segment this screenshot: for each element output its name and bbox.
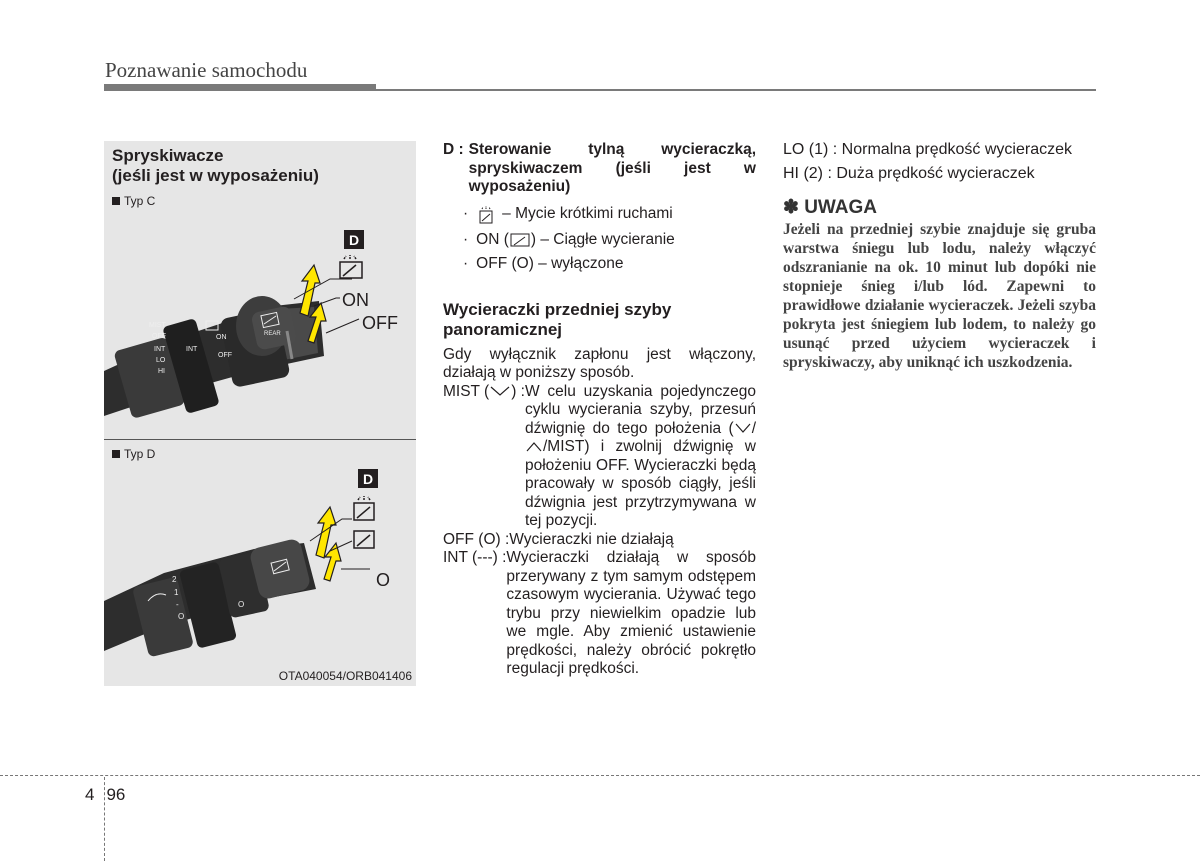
bullet-on: · ON ( ) – Ciągłe wycieranie bbox=[463, 230, 675, 248]
square-bullet-icon bbox=[112, 450, 120, 458]
svg-text:D: D bbox=[362, 471, 374, 487]
header-rule-thin bbox=[376, 89, 1096, 91]
svg-text:OFF: OFF bbox=[152, 333, 166, 340]
type-d-label: Typ D bbox=[112, 447, 155, 461]
bullet-off-text: OFF (O) – wyłączone bbox=[476, 255, 624, 272]
d-badge-text: D bbox=[348, 232, 360, 248]
type-c-stalk-illustration bbox=[104, 221, 416, 436]
d-item bbox=[443, 141, 756, 197]
chevron-up-icon bbox=[525, 441, 543, 453]
right-column bbox=[783, 141, 1096, 372]
bullet-mist-text: – Mycie krótkimi ruchami bbox=[502, 205, 673, 223]
o-label: O bbox=[376, 570, 391, 590]
def-int bbox=[443, 549, 756, 679]
d-item-label: D : bbox=[443, 141, 464, 158]
washer-icon bbox=[354, 496, 374, 520]
def-off-desc: Wycieraczki nie działają bbox=[509, 530, 674, 548]
uwaga-title: ✽ UWAGA bbox=[783, 197, 878, 218]
d-item-text: Sterowanie tylną wycieraczką, spryskiwaczem (jeśli jest w wyposażeniu) bbox=[468, 141, 756, 195]
chapter-number: 4 bbox=[85, 785, 95, 804]
svg-text:-: - bbox=[176, 600, 179, 609]
svg-text:ON: ON bbox=[216, 334, 227, 341]
def-off-term: OFF (O) : bbox=[443, 530, 510, 548]
off-label: OFF bbox=[362, 313, 398, 333]
svg-text:LO: LO bbox=[156, 357, 166, 364]
section-title: Wycieraczki przedniej szyby panoramicznej bbox=[443, 299, 672, 339]
def-mist-term: MIST ( ) : bbox=[443, 382, 525, 400]
svg-text:OFF: OFF bbox=[218, 352, 232, 359]
chevron-down-icon bbox=[734, 422, 752, 434]
footer-rule bbox=[0, 775, 1200, 776]
def-int-term: INT (---) : bbox=[443, 549, 507, 566]
figure-heading bbox=[112, 146, 319, 186]
figure-heading-line1: Spryskiwacze bbox=[112, 146, 224, 165]
section-intro: Gdy wyłącznik zapłonu jest włączony, działają w poniższy sposób. bbox=[443, 345, 756, 381]
def-mist-desc: W celu uzyskania pojedynczego cyklu wycierania szyby, przesuń dźwignię do tego położenia ( //MIST) i zwolnij dźwignię w położeniu OFF. Wycieraczki będą pracowały w sposób ciągły, jeśli dźwignia jest przytrzymywana w tej pozycji. bbox=[525, 382, 756, 529]
bullet-on-text-pre: ON ( bbox=[476, 230, 509, 248]
type-c-label: Typ C bbox=[112, 194, 155, 208]
page-number-value: 96 bbox=[106, 785, 126, 804]
svg-text:O: O bbox=[178, 612, 185, 621]
yellow-arrows bbox=[316, 507, 341, 581]
def-off bbox=[443, 531, 756, 550]
def-int-desc: Wycieraczki działają w sposób przerywany z tym samym odstępem czasowym wycierania. Używać tego trybu przy niewielkim opadzie lub we mgle. Aby zmienić ustawienie prędkości, należy obrócić pokrętło regulacji prędkości. bbox=[506, 549, 756, 677]
svg-text:INT: INT bbox=[154, 346, 166, 353]
wiper-icon bbox=[509, 232, 531, 248]
page-number bbox=[85, 785, 125, 805]
svg-text:1: 1 bbox=[174, 588, 179, 597]
washer-icon bbox=[476, 205, 496, 225]
mist-chevron-down-icon bbox=[489, 385, 511, 397]
lo-line: LO (1) : Normalna prędkość wycieraczek bbox=[783, 141, 1072, 158]
header-title: Poznawanie samochodu bbox=[105, 58, 308, 82]
svg-text:2: 2 bbox=[172, 575, 177, 584]
bullet-on-text-post: ) – Ciągłe wycieranie bbox=[530, 230, 675, 248]
svg-text:O: O bbox=[238, 600, 245, 609]
svg-text:INT: INT bbox=[186, 346, 198, 353]
on-label: ON bbox=[342, 290, 369, 310]
svg-text:HI: HI bbox=[158, 368, 165, 375]
figure-divider bbox=[104, 439, 416, 440]
wiper-icon bbox=[354, 531, 374, 548]
uwaga-text: Jeżeli na przedniej szybie znajduje się gruba warstwa śniegu lub lodu, należy włączyć odszranianie na ok. 10 minut lub dopóki nie stopnieje śnieg i/lub lód. Zapewni to prawidłowe działanie wycieraczek. Jeżeli szyba pokryta jest śniegiem lub lodem, to należy go usunąć przed użyciem wycieraczek i spryskiwaczy, aby uniknąć ich uszkodzenia. bbox=[783, 220, 1096, 371]
svg-text:REAR: REAR bbox=[264, 331, 281, 337]
svg-text:MIST: MIST bbox=[149, 322, 166, 329]
figure-caption: OTA040054/ORB041406 bbox=[278, 669, 412, 683]
hi-line: HI (2) : Duża prędkość wycieraczek bbox=[783, 165, 1035, 182]
middle-column bbox=[443, 141, 756, 679]
square-bullet-icon bbox=[112, 197, 120, 205]
header-rule-thick bbox=[104, 84, 376, 91]
bullet-off: · OFF (O) – wyłączone bbox=[463, 255, 624, 272]
figure-heading-line2: (jeśli jest w wyposażeniu) bbox=[112, 166, 319, 185]
bullet-mist: · – Mycie krótkimi ruchami bbox=[463, 205, 756, 225]
type-d-stalk-illustration bbox=[104, 461, 416, 666]
figure-panel bbox=[104, 141, 416, 686]
washer-icon bbox=[340, 255, 362, 278]
def-mist bbox=[443, 383, 756, 531]
